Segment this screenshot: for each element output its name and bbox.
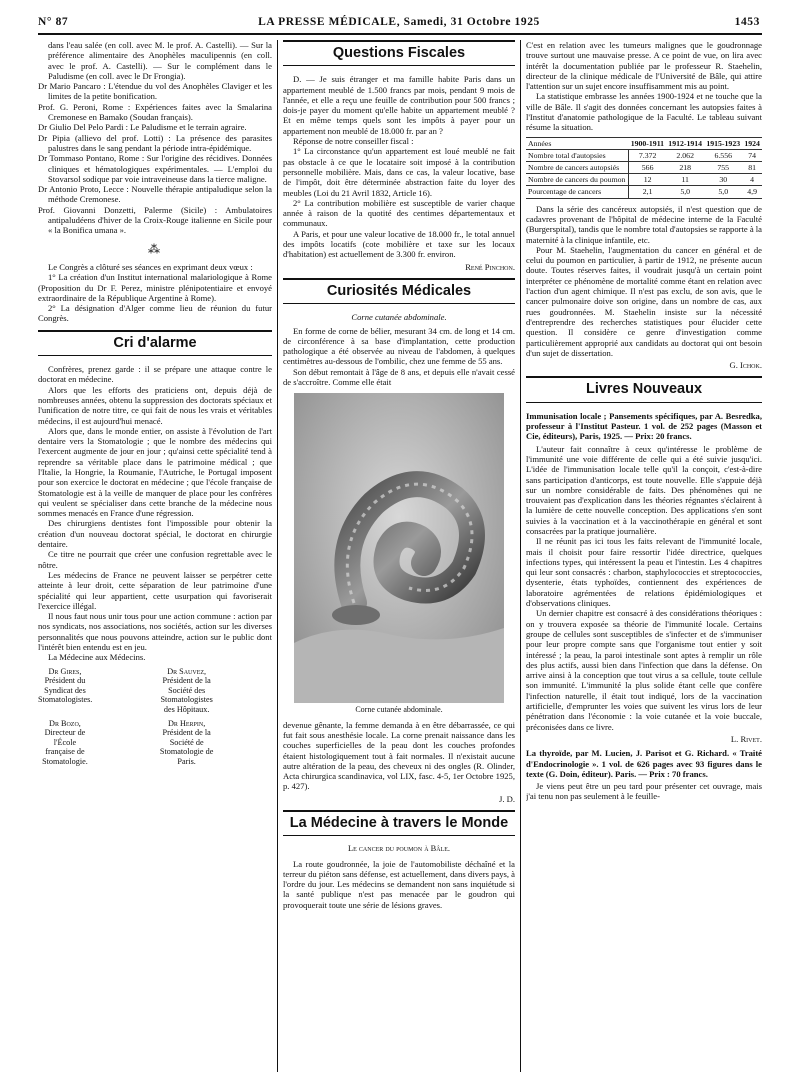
cancer-paragraph: Pour M. Staehelin, l'augmentation du cancer en général et de celui du poumon en particulier, à partir de 1912, ne présente aucun doute. Toutes réserves faites, il voudrait jusqu'à un certain point interpréter ce phénomène de mortalité comme étant en relation avec l'action d'un agent chimique. Il n'est pas exclu, de son avis, que le cancer pulmonaire doive son origine, dans un nombre de cas, aux rues goudronnées. M. Staehelin insiste sur la nécessité d'entreprendre des recherches statistiques pour élucider cette question. Il considère ce genre d'investigation comme particulièrement approprié aux candidats au doctorat qui ont besoin d'un sujet de dissertation. — [526, 244, 762, 358]
table-row-label: Nombre total d'autopsies — [526, 149, 629, 161]
alarm-paragraph: Des chirurgiens dentistes font l'impossible pour obtenir la création d'un nouveau doctorat spécial, le doctorat en chirurgie dentaire. — [38, 518, 272, 550]
signatories-row-2 — [38, 719, 272, 767]
cancer-paragraph: Dans la série des cancéreux autopsiés, il n'est question que de cadavres provenant de l'hôpital de médecine interne de la Faculté (Burgerspital), tandis que le nombre total d'autopsies se rapporte à la maternité à la clinique infantile, etc. — [526, 203, 762, 245]
book-review-paragraph: Je viens peut être un peu tard pour présenter cet ouvrage, mais j'ai tenu non pas seulement à le feuille- — [526, 781, 762, 802]
table-row — [526, 174, 762, 186]
fiscal-paragraph: 2° La contribution mobilière est susceptible de varier chaque année à raison de la quotité des centimes départementaux et communaux. — [283, 197, 515, 229]
book-review-signature: L. Rivet. — [730, 733, 762, 744]
column-3 — [526, 40, 762, 1072]
table-row-label: Nombre de cancers du poumon — [526, 174, 629, 186]
medicine-world-subtitle: Le cancer du poumon à Bâle. — [348, 844, 450, 854]
table-cell: 4,9 — [742, 186, 762, 198]
table-cell: 30 — [704, 174, 742, 186]
header-rule — [38, 33, 762, 35]
table-cell: 6.556 — [704, 149, 742, 161]
program-item: Dr Giulio Del Pelo Pardi : Le Paludisme et le terrain agraire. — [38, 122, 247, 133]
column-2 — [283, 40, 515, 1072]
signatory-role: Président de la Société de Stomatologie de Paris. — [159, 728, 214, 766]
cancer-signature: G. Ichok. — [729, 360, 762, 371]
signatory — [38, 667, 150, 715]
column-rule-1 — [277, 40, 278, 1072]
table-cell: 7.372 — [629, 149, 667, 161]
table-header-year: 1924 — [742, 137, 762, 149]
fiscal-paragraph: A Paris, et pour une valeur locative de 18.000 fr., le total annuel des impôts locatifs (cote mobilière et taxe sur les locaux d'habitation) est actuellement de 3.300 fr. environ. — [283, 228, 515, 260]
alarm-paragraph: Alors que, dans le monde entier, on assiste à l'évolution de l'art dentaire vers la Stomatologie ; que le nombre des médecins qui l'exercent augmente de jour en jour ; qu'ainsi cette spécialité tend à reprendre sa véritable place dans le patrimoine médical ; que l'Italie, la Hongrie, la Roumanie, l'Autriche, le Portugal imposent pour son exercice le doctorat en médecine ; que l'école française de Stomatologie est à la veille de manquer de place pour les confrères qui veulent se spécialiser dans cette branche de la médecine nous sommes menacés en France d'une régression. — [38, 425, 272, 519]
congress-paragraph: Le Congrès a clôturé ses séances en exprimant deux vœux : — [48, 261, 253, 272]
alarm-paragraph: Les médecins de France ne peuvent laisser se perpétrer cette atteinte à leur droit, cette séparation de leur patrimoine d'une spécialité qui leur appartient, cette usurpation qui favoriserait l'exercice illégal. — [38, 569, 272, 611]
table-cell: 12 — [629, 174, 667, 186]
curiosities-paragraph: Son début remontait à l'âge de 8 ans, et depuis elle n'avait cessé de s'accroître. Comme elle était — [283, 366, 515, 388]
book-review-paragraph: L'auteur fait connaître à ceux qu'intéresse le problème de l'immunité une voie différente de celle qui a été suivie jusqu'ici. L'idée de l'immunisation locale telle qu'il la conçoit, c'est-à-dire sans participation d'anticorps, est toute nouvelle. Elle s'appuie déjà sur un nombre considérable de faits. Des phénomènes qui ne trouvaient pas d'explication dans les théories régnantes s'éclairent à la lumière de cette nouvelle conception. Des applications s'en sont suivies à la vaccination et à la vaccinothérapie en général et sont consacrées par la pratique journalière. — [526, 443, 762, 536]
book-review-paragraph: Un dernier chapitre est consacré à des considérations théoriques : on y trouvera exposée sa théorie de l'immunité locale. Certains groupe de cellules sont susceptibles de s'infecter et de s'immuniser pour leur propre compte sans que l'organisme tout entier y soit intéressé ; la peau, la paroi intestinale sont aptes à remplir un rôle des plus actifs, aussi bien dans l'infection que dans la défense. On arrive ainsi à la conception que tout virus a sa cellule, toute cellule son immunité. L'immunité la plus solide étant celle que confère l'infection naturelle, il était tout indiqué, lors de la vaccination artificielle, d'emprunter les voies que suivent les virus lors de leur pénétration dans l'économie : la voie cutanée et la voie buccale, préconisées dans ce livre. — [526, 608, 762, 732]
program-item: Dr Tommaso Pontano, Rome : Sur l'origine des récidives. Données cliniques et hématologiques expérimentales. — L'emploi du Stovarsol sodique par voie intraveineuse dans la tierce maligne. — [38, 153, 272, 184]
journal-title: LA PRESSE MÉDICALE, Samedi, 31 Octobre 1925 — [258, 16, 540, 28]
table-row — [526, 186, 762, 198]
signatory-name: Dr Gires, — [48, 666, 82, 676]
signatory-name: Dr Herpin, — [168, 718, 206, 728]
photo-caption: Corne cutanée abdominale. — [355, 705, 443, 715]
congress-paragraph: 2° La désignation d'Alger comme lieu de réunion du futur Congrès. — [38, 303, 272, 324]
alarm-paragraph: Alors que les efforts des praticiens ont, depuis déjà de nombreuses années, obtenu la suppression des doctorats spéciaux et l'unification de notre titre, ce qui fait de nous les vrais et véritables médecins, il est aujourd'hui menacé. — [38, 384, 272, 426]
signatory-role: Président du Syndicat des Stomatologistes. — [38, 676, 93, 705]
signatory — [38, 719, 150, 767]
book-entry — [526, 748, 762, 779]
curiosities-subtitle: Corne cutanée abdominale. — [351, 312, 447, 323]
table-cell: 218 — [666, 162, 704, 174]
program-item: Prof. G. Peroni, Rome : Expériences faites avec la Smalarina Cremonese en Bamako (Soudan français). — [38, 101, 272, 123]
table-cell: 2.062 — [666, 149, 704, 161]
signatory-role: Président de la Société des Stomatologistes des Hôpitaux. — [160, 676, 213, 714]
table-cell: 74 — [742, 149, 762, 161]
table-cell: 566 — [629, 162, 667, 174]
medicine-world-paragraph: La route goudronnée, la joie de l'automobiliste déchaîné et la terreur du piéton sans défense, est actuellement, dans divers pays, à l'ordre du jour. Les médecins se demandent non sans inquiétude si la santé publique n'est pas menacée par le goudron qui provoquerait toute une série de lésions graves. — [283, 858, 515, 910]
table-cell: 755 — [704, 162, 742, 174]
book-citation: Immunisation locale ; Pansements spécifiques, par A. Besredka, professeur à l'Institut Pasteur. 1 vol. de 252 pages (Masson et Cie, éditeurs), Paris, 1925. — Prix: 20 francs. — [526, 410, 762, 442]
program-item: Dr Antonio Proto, Lecce : Nouvelle thérapie antipaludique selon la méthode Cremonese. — [38, 184, 272, 205]
fiscal-paragraph: Réponse de notre conseiller fiscal : — [293, 136, 414, 147]
section-title-medicine-world: La Médecine à travers le Monde — [283, 810, 515, 836]
issue-number: N° 87 — [38, 16, 69, 28]
fiscal-paragraph: D. — Je suis étranger et ma famille habite Paris dans un appartement meublé de 1.500 francs par mois, pendant 9 mois de l'année, et elle a reçu une feuille de contribution pour 500 francs ; dois-je payer du moment qu'elle habite un appartement meublé ? Et en même temps quels sont les impôts à payer pour un appartement non meublé de 18.000 fr. par an ? — [283, 74, 515, 136]
signatory — [160, 667, 272, 715]
alarm-paragraph: Il nous faut nous unir tous pour une action commune : action par nos syndicats, nos associations, nos sociétés, action sur les diverses personnalités que nous pouvons atteindre, action sur le public dont l'intérêt bien entendu est en jeu. — [38, 611, 272, 653]
book-entry — [526, 411, 762, 442]
page-number: 1453 — [734, 16, 760, 28]
autopsy-table — [526, 137, 762, 199]
table-header-year: 1912-1914 — [666, 137, 704, 149]
section-title-fiscal: Questions Fiscales — [283, 40, 515, 66]
fiscal-paragraph: 1° La circonstance qu'un appartement est loué meublé ne fait pas obstacle à ce que le locataire soit imposé à la contribution personnelle mobilière. Mais, dans ce cas, la valeur locative, base de l'impôt, doit être déterminée abstraction faite du loyer des meubles (Loi du 21 Avril 1832, Article 16). — [283, 146, 515, 198]
program-item: Dr Pipia (allievo del prof. Lotti) : La présence des parasites palustres dans le sang pendant la période intra-épidémique. — [38, 132, 272, 153]
section-title-books: Livres Nouveaux — [526, 376, 762, 402]
program-item: Prof. Giovanni Donzetti, Palerme (Sicile) : Ambulatoires antipaludéens d'hiver de la Croix-Rouge italienne en Sicile pour « la Bonifica umana ». — [38, 204, 272, 236]
program-item: Dr Mario Pancaro : L'étendue du vol des Anophèles Claviger et les limites de la petite bonification. — [38, 81, 272, 102]
alarm-closing: La Médecine aux Médecins. — [48, 652, 146, 663]
table-header-year: 1900-1911 — [629, 137, 667, 149]
page-header — [38, 16, 760, 30]
signatory-name: Dr Sauvez, — [167, 666, 207, 676]
signatories-row-1 — [38, 667, 272, 715]
section-stars: ⁂ — [148, 241, 162, 256]
book-review-paragraph: Il ne réunit pas ici tous les faits relevant de l'immunité locale, mais il choisit pour faire ressortir l'idée directrice, quelques infections types, qui intéressent la peau et l'intestin. Les 4 chapitres qui leur sont consacrés : charbon, staphylococcies et streptococcies, dysenterie, états typhoïdes, contiennent des expériences de laboratoire agrémentées de relations épidémiologiques et d'observations cliniques. — [526, 536, 762, 609]
column-1 — [38, 40, 272, 1072]
curiosities-paragraph: devenue gênante, la femme demanda à en être débarrassée, ce qui fut fait sous anesthésie locale. La corne prenait naissance dans les couches superficielles de la peau dont les couches profondes étaient histologiquement tout à fait normales. Il n'existait aucune autre altération de la peau, des cheveux ni des ongles (R. Olinder, Acta chirurgica scandinavica, vol LIX, fasc. 4-5, 1er Octobre 1925, p. 427). — [283, 719, 515, 792]
column-rule-2 — [520, 40, 521, 1072]
signatory-name: Dr Bozo, — [49, 718, 81, 728]
alarm-paragraph: Confrères, prenez garde : il se prépare une attaque contre le doctorat en médecine. — [38, 364, 272, 385]
table-cell: 4 — [742, 174, 762, 186]
table-cell: 5,0 — [666, 186, 704, 198]
program-item: dans l'eau salée (en coll. avec M. le prof. A. Castelli). — Sur la préférence alimentaire des Anophèles maculipennis (en coll. avec le prof. A. Castelli). — Sur le complément dans le Paludisme (en coll. avec le Dr Frongia). — [48, 40, 272, 81]
section-title-curiosities: Curiosités Médicales — [283, 278, 515, 304]
table-cell: 11 — [666, 174, 704, 186]
congress-paragraph: 1° La création d'un Institut international malariologique à Rome (Proposition du Dr F. Perez, ministre plénipotentiaire et envoyé extraordinaire de la République Argentine à Rome). — [38, 272, 272, 303]
table-header-year: 1915-1923 — [704, 137, 742, 149]
signatory — [160, 719, 272, 767]
table-header-row — [526, 137, 762, 149]
table-cell: 5,0 — [704, 186, 742, 198]
section-title-alarm: Cri d'alarme — [38, 330, 272, 356]
table-header-label: Années — [526, 137, 629, 149]
cancer-paragraph: La statistique embrasse les années 1900-1924 et ne touche que la ville de Bâle. Il s'agit des données concernant les autopsies faites à l'Institut d'anatomie pathologique de la Faculté. Le tableau suivant résume la situation. — [526, 91, 762, 133]
table-row — [526, 149, 762, 161]
fiscal-signature: René Pinchon. — [465, 261, 515, 272]
horn-illustration — [294, 393, 504, 703]
table-cell: 2,1 — [629, 186, 667, 198]
table-row — [526, 162, 762, 174]
cancer-paragraph: C'est en relation avec les tumeurs malignes que le goudronnage trouve surtout une mauvaise presse. A ce point de vue, on lira avec intérêt la documentation publiée par le professeur R. Staehelin, directeur de la clinique médicale de l'Université de Bâle, qui attire l'attention sur un sujet encore insuffisamment mis au point. — [526, 40, 762, 92]
table-row-label: Pourcentage de cancers — [526, 186, 629, 198]
congress-program — [38, 40, 272, 236]
signatory-role: Directeur de l'École française de Stomatologie. — [42, 728, 88, 766]
table-cell: 81 — [742, 162, 762, 174]
table-row-label: Nombre de cancers autopsiés — [526, 162, 629, 174]
book-citation: La thyroïde, par M. Lucien, J. Parisot et G. Richard. « Traité d'Endocrinologie ». 1 vol. de 626 pages avec 93 figures dans le texte (G. Doin, éditeur). Paris. — Prix : 70 francs. — [526, 748, 762, 779]
alarm-paragraph: Ce titre ne pourrait que créer une confusion regrettable avec le nôtre. — [38, 549, 272, 570]
curiosities-paragraph: En forme de corne de bélier, mesurant 34 cm. de long et 14 cm. de circonférence à sa base d'implantation, cette production pathologique a été observée au niveau de l'abdomen, à quelques centimètres au-dessous de l'ombilic, chez une femme de 55 ans. — [283, 325, 515, 367]
curiosities-signature: J. D. — [499, 793, 515, 804]
horn-photo — [294, 393, 504, 703]
